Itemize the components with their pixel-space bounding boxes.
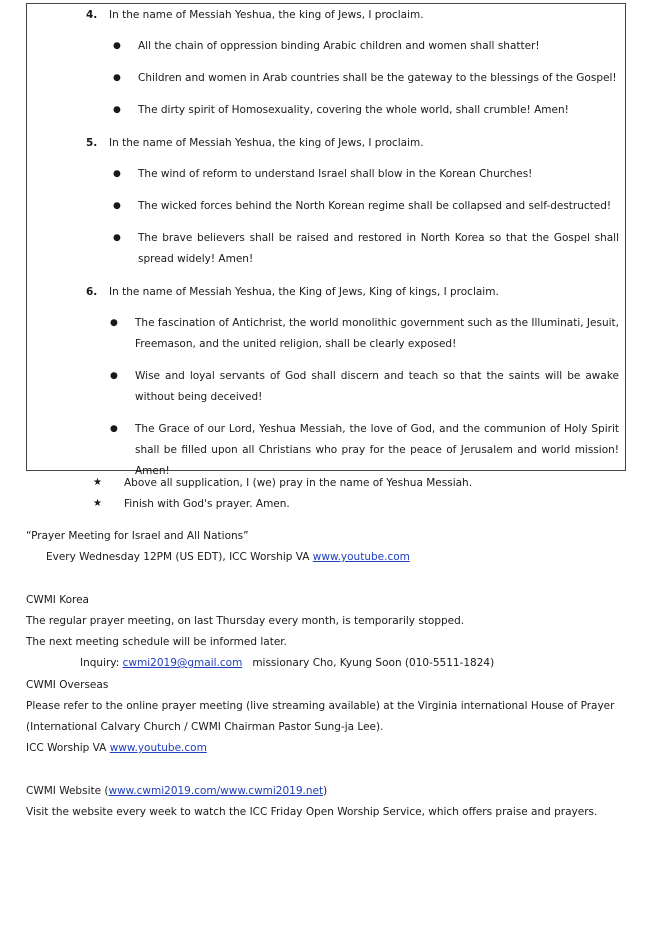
closing-line: Above all supplication, I (we) pray in the name of Yeshua Messiah. bbox=[124, 477, 473, 489]
bullet-icon: ● bbox=[110, 318, 118, 328]
bullet-text: The fascination of Antichrist, the world monolithic government such as the Illuminati, Jesuit, Freemason, and the united religion, shall be clearly exposed! bbox=[135, 317, 619, 350]
bullet-icon: ● bbox=[113, 233, 121, 243]
bullet-text: Children and women in Arab countries shall be the gateway to the blessings of the Gospel! bbox=[138, 72, 617, 84]
meeting-schedule: Every Wednesday 12PM (US EDT), ICC Worship VA www.youtube.com bbox=[46, 551, 410, 563]
item-number: 5. bbox=[86, 137, 98, 149]
bullet-icon: ● bbox=[110, 371, 118, 381]
bullet-icon: ● bbox=[113, 73, 121, 83]
proclamation-text: In the name of Messiah Yeshua, the King of Jews, King of kings, I proclaim. bbox=[109, 286, 499, 298]
overseas-icc: ICC Worship VA www.youtube.com bbox=[26, 742, 207, 754]
item-number: 4. bbox=[86, 9, 98, 21]
bullet-icon: ● bbox=[113, 105, 121, 115]
website-link[interactable]: www.cwmi2019.com/www.cwmi2019.net bbox=[108, 785, 324, 797]
proclamation-text: In the name of Messiah Yeshua, the king of Jews, I proclaim. bbox=[109, 137, 424, 149]
star-icon: ★ bbox=[93, 477, 102, 488]
korea-inquiry: Inquiry: cwmi2019@gmail.com missionary Cho, Kyung Soon (010-5511-1824) bbox=[80, 657, 495, 669]
bullet-text: The wind of reform to understand Israel shall blow in the Korean Churches! bbox=[138, 168, 533, 180]
bullet-text: All the chain of oppression binding Arabic children and women shall shatter! bbox=[138, 40, 540, 52]
bullet-text: The wicked forces behind the North Korean regime shall be collapsed and self-destructed! bbox=[138, 200, 612, 212]
star-icon: ★ bbox=[93, 498, 102, 509]
proclamation-text: In the name of Messiah Yeshua, the king of Jews, I proclaim. bbox=[109, 9, 424, 21]
bullet-icon: ● bbox=[113, 169, 121, 179]
overseas-line: Please refer to the online prayer meeting (live streaming available) at the Virginia international House of Prayer bbox=[26, 700, 615, 712]
bullet-text: The brave believers shall be raised and restored in North Korea so that the Gospel shall spread widely! Amen! bbox=[138, 232, 619, 265]
closing-line: Finish with God's prayer. Amen. bbox=[124, 498, 290, 510]
bullet-text: Wise and loyal servants of God shall discern and teach so that the saints will be awake without being deceived! bbox=[135, 370, 619, 403]
youtube-link[interactable]: www.youtube.com bbox=[109, 742, 207, 754]
website-line: CWMI Website (www.cwmi2019.com/www.cwmi2019.net) bbox=[26, 785, 328, 797]
bullet-icon: ● bbox=[113, 41, 121, 51]
bullet-text: The dirty spirit of Homosexuality, covering the whole world, shall crumble! Amen! bbox=[138, 104, 569, 116]
meeting-title: “Prayer Meeting for Israel and All Nations” bbox=[26, 530, 249, 542]
youtube-link[interactable]: www.youtube.com bbox=[312, 551, 410, 563]
item-number: 6. bbox=[86, 286, 98, 298]
website-description: Visit the website every week to watch the ICC Friday Open Worship Service, which offers praise and prayers. bbox=[26, 806, 598, 818]
korea-line: The regular prayer meeting, on last Thursday every month, is temporarily stopped. bbox=[26, 615, 465, 627]
bullet-icon: ● bbox=[113, 201, 121, 211]
bullet-text: The Grace of our Lord, Yeshua Messiah, the love of God, and the communion of Holy Spirit shall be filled upon all Christians who pray for the peace of Jerusalem and world mission! Amen! bbox=[135, 423, 619, 477]
overseas-heading: CWMI Overseas bbox=[26, 679, 109, 691]
overseas-line: (International Calvary Church / CWMI Chairman Pastor Sung-ja Lee). bbox=[26, 721, 384, 733]
korea-heading: CWMI Korea bbox=[26, 594, 89, 606]
bullet-icon: ● bbox=[110, 424, 118, 434]
email-link[interactable]: cwmi2019@gmail.com bbox=[122, 657, 243, 669]
korea-line: The next meeting schedule will be informed later. bbox=[26, 636, 287, 648]
